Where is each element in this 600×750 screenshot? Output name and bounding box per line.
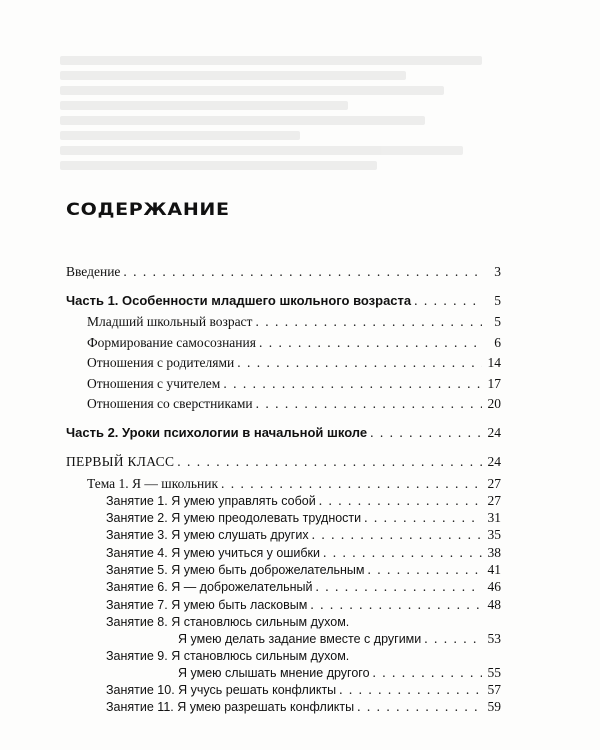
toc-entry-lesson-8[interactable] bbox=[178, 631, 501, 647]
entry-page: 20 bbox=[487, 396, 501, 411]
entry-label: Я умею слышать мнение другого bbox=[178, 666, 370, 680]
toc-entry-junior-school-age[interactable] bbox=[87, 314, 501, 330]
entry-page: 3 bbox=[494, 264, 501, 279]
entry-label: Занятие 3. Я умею слушать других bbox=[106, 528, 309, 542]
entry-label: Занятие 10. Я учусь решать конфликты bbox=[106, 683, 337, 697]
entry-page: 35 bbox=[487, 527, 501, 542]
entry-page: 31 bbox=[487, 510, 501, 525]
leader-dots bbox=[357, 699, 482, 715]
entry-label: Занятие 1. Я умею управлять собой bbox=[106, 494, 316, 508]
entry-label: Занятие 7. Я умею быть ласковым bbox=[106, 598, 308, 612]
leader-dots bbox=[312, 527, 482, 543]
entry-page: 27 bbox=[487, 476, 501, 491]
entry-page: 5 bbox=[494, 314, 501, 329]
toc-entry-intro[interactable] bbox=[66, 264, 501, 280]
entry-page: 24 bbox=[487, 454, 501, 469]
leader-dots bbox=[323, 545, 482, 561]
entry-label: Занятие 11. Я умею разрешать конфликты bbox=[106, 700, 355, 714]
entry-label: Занятие 5. Я умею быть доброжелательным bbox=[106, 563, 365, 577]
leader-dots bbox=[370, 425, 482, 441]
toc-entry-lesson-7[interactable] bbox=[106, 597, 501, 613]
entry-label: Я умею делать задание вместе с другими bbox=[178, 632, 422, 646]
toc-entry-lesson-9-line-1: Занятие 9. Я становлюсь сильным духом. bbox=[106, 649, 350, 663]
toc-entry-self-awareness[interactable] bbox=[87, 335, 501, 351]
entry-page: 27 bbox=[487, 493, 501, 508]
leader-dots bbox=[424, 631, 482, 647]
leader-dots bbox=[256, 396, 482, 412]
entry-label: Отношения с родителями bbox=[87, 355, 235, 370]
entry-label: Формирование самосознания bbox=[87, 335, 256, 350]
entry-label: ПЕРВЫЙ КЛАСС bbox=[66, 454, 175, 469]
leader-dots bbox=[316, 579, 482, 595]
toc-entry-part-2[interactable] bbox=[66, 425, 501, 441]
entry-page: 6 bbox=[494, 335, 501, 350]
leader-dots bbox=[223, 376, 482, 392]
entry-label: Младший школьный возраст bbox=[87, 314, 253, 329]
toc-entry-lesson-2[interactable] bbox=[106, 510, 501, 526]
entry-label: Отношения со сверстниками bbox=[87, 396, 253, 411]
toc-entry-teacher[interactable] bbox=[87, 376, 501, 392]
leader-dots bbox=[123, 264, 482, 280]
entry-label: Введение bbox=[66, 264, 121, 279]
entry-label: Занятие 6. Я — доброжелательный bbox=[106, 580, 313, 594]
entry-label: Занятие 4. Я умею учиться у ошибки bbox=[106, 546, 320, 560]
entry-label: Отношения с учителем bbox=[87, 376, 221, 391]
entry-page: 38 bbox=[487, 545, 501, 560]
entry-label: Тема 1. Я — школьник bbox=[87, 476, 219, 491]
leader-dots bbox=[259, 335, 482, 351]
entry-page: 17 bbox=[487, 376, 501, 391]
entry-label: Часть 1. Особенности младшего школьного возраста bbox=[66, 293, 412, 308]
entry-label: Занятие 2. Я умею преодолевать трудности bbox=[106, 511, 362, 525]
leader-dots bbox=[373, 665, 482, 681]
entry-page: 55 bbox=[487, 665, 501, 680]
entry-page: 5 bbox=[494, 293, 501, 308]
toc-title: СОДЕРЖАНИЕ bbox=[66, 200, 230, 220]
entry-label: Часть 2. Уроки психологии в начальной школе bbox=[66, 425, 368, 440]
leader-dots bbox=[364, 510, 482, 526]
leader-dots bbox=[221, 476, 482, 492]
toc-entry-first-grade[interactable] bbox=[66, 454, 501, 470]
leader-dots bbox=[255, 314, 482, 330]
toc-entry-lesson-6[interactable] bbox=[106, 579, 501, 595]
toc-entry-lesson-1[interactable] bbox=[106, 493, 501, 509]
leader-dots bbox=[177, 454, 482, 470]
toc-entry-lesson-10[interactable] bbox=[106, 682, 501, 698]
leader-dots bbox=[310, 597, 482, 613]
toc-entry-part-1[interactable] bbox=[66, 293, 501, 309]
toc-entry-topic-1[interactable] bbox=[87, 476, 501, 492]
toc-entry-lesson-11[interactable] bbox=[106, 699, 501, 715]
entry-page: 24 bbox=[487, 425, 501, 440]
leader-dots bbox=[339, 682, 482, 698]
toc-entry-lesson-3[interactable] bbox=[106, 527, 501, 543]
entry-page: 46 bbox=[487, 579, 501, 594]
leader-dots bbox=[237, 355, 482, 371]
entry-page: 59 bbox=[487, 699, 501, 714]
entry-page: 48 bbox=[487, 597, 501, 612]
toc-entry-lesson-9[interactable] bbox=[178, 665, 501, 681]
entry-page: 41 bbox=[487, 562, 501, 577]
entry-page: 53 bbox=[487, 631, 501, 646]
entry-page: 57 bbox=[487, 682, 501, 697]
toc-entry-lesson-8-line-1: Занятие 8. Я становлюсь сильным духом. bbox=[106, 615, 350, 629]
leader-dots bbox=[368, 562, 482, 578]
toc-entry-peers[interactable] bbox=[87, 396, 501, 412]
toc-entry-lesson-4[interactable] bbox=[106, 545, 501, 561]
leader-dots bbox=[319, 493, 482, 509]
leader-dots bbox=[414, 293, 482, 309]
entry-page: 14 bbox=[487, 355, 501, 370]
toc-entry-lesson-5[interactable] bbox=[106, 562, 501, 578]
toc-entry-parents[interactable] bbox=[87, 355, 501, 371]
